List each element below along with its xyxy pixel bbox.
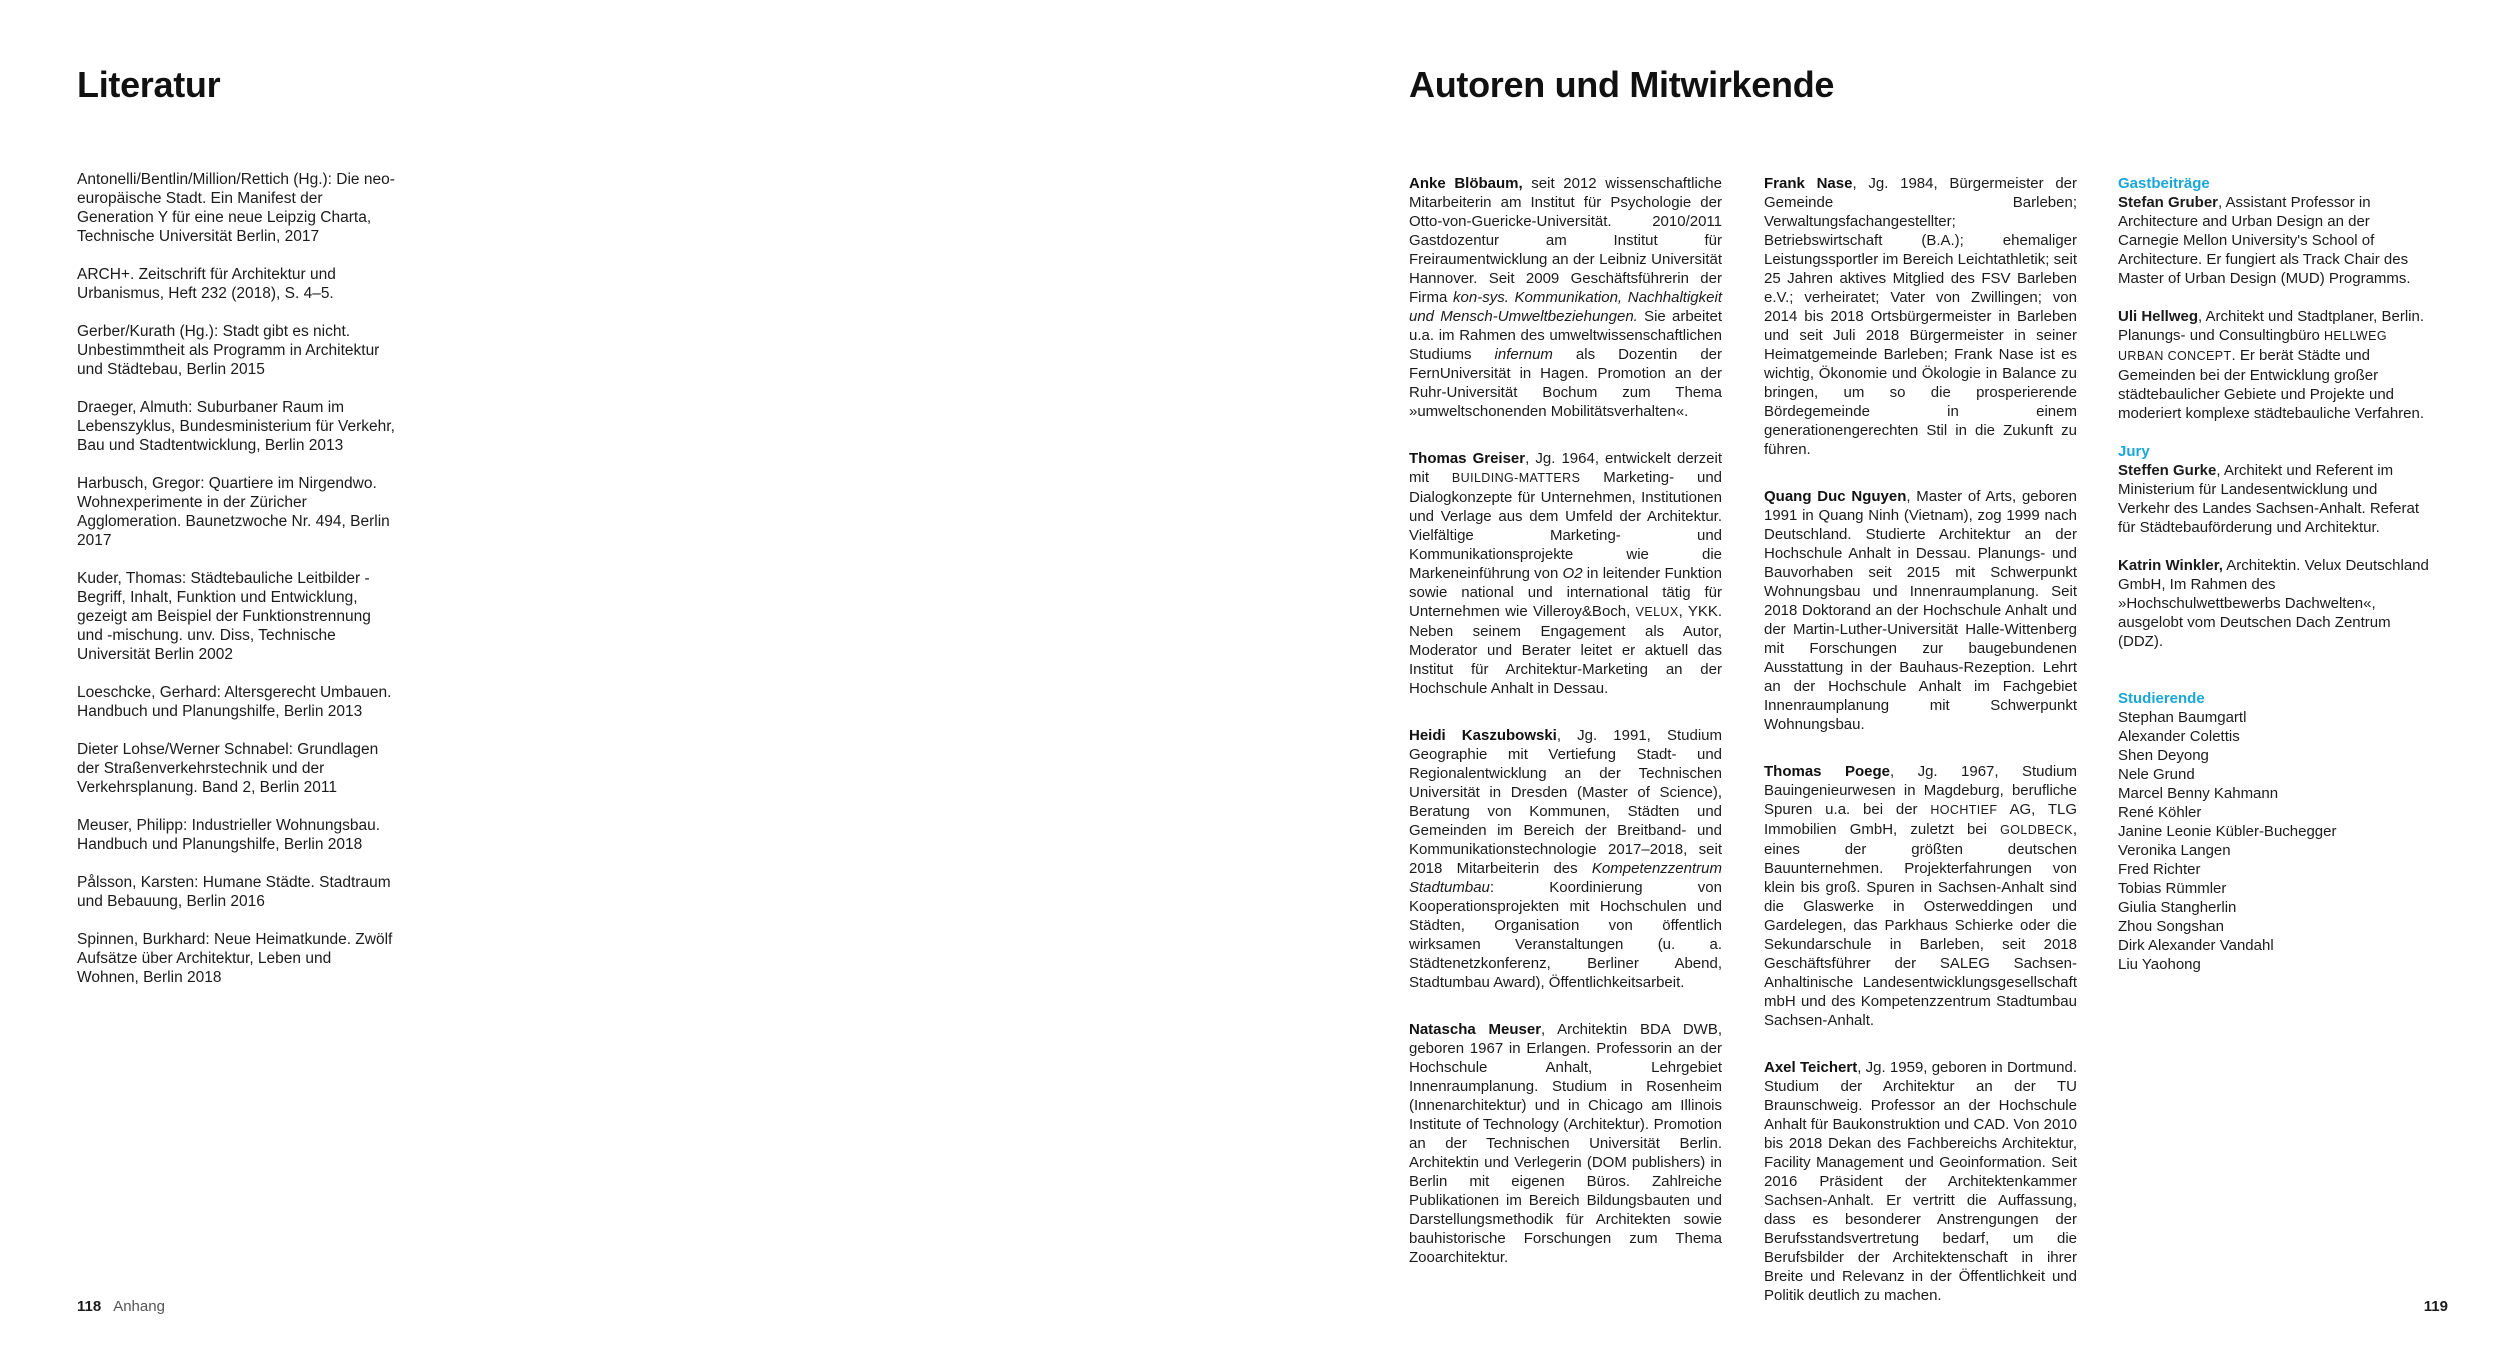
author-bio-kaszubowski: Heidi Kaszubowski, Jg. 1991, Studium Geographie mit Vertiefung Stadt- und Regionalentwicklung an der Technischen Universität in Dresden (Master of Science), Beratung von Kommunen, Städten und Gemeinden im Bereich der Breitband- und Kommunikationstechnologie 2017–2018, seit 2018 Mitarbeiterin des Kompetenzzentrum Stadtumbau: Koordinierung von Kooperationsprojekten mit Hochschulen und Städten, Organisation von öffentlich wirksamen Veranstaltungen (u. a. Städtenetzkonferenz, Berliner Abend, Stadtumbau Award), Öffentlichkeitsarbeit.	[1409, 727, 1722, 991]
authors-column-1	[1409, 174, 1722, 1295]
student-name: Veronika Langen	[2118, 842, 2231, 859]
literature-entry: Gerber/Kurath (Hg.): Stadt gibt es nicht. Unbestimmtheit als Programm in Architektur und Städtebau, Berlin 2015	[77, 323, 380, 378]
jury-bio-gurke: Steffen Gurke, Architekt und Referent im Ministerium für Landesentwicklung und Verkehr des Landes Sachsen-Anhalt. Referat für Städtebauförderung und Architektur.	[2118, 462, 2420, 536]
author-bio-meuser: Natascha Meuser, Architektin BDA DWB, geboren 1967 in Erlangen. Professorin an der Hochschule Anhalt, Lehrgebiet Innenraumplanung. Studium in Rosenheim (Innenarchitektur) und in Chicago am Illinois Institute of Technology (Architektur). Promotion an der Technischen Universität Berlin. Architektin und Verlegerin (DOM publishers) in Berlin mit eigenen Büros. Zahlreiche Publikationen im Bereich Bildungsbauten und Darstellungsmethodik für Architekten sowie bauhistorische Forschungen zum Thema Zooarchitektur.	[1409, 1021, 1722, 1266]
page-number: 119	[2423, 1298, 2448, 1315]
jury-bio-winkler: Katrin Winkler, Architektin. Velux Deutschland GmbH, Im Rahmen des »Hochschulwettbewerbs Dachwelten«, ausgelobt vom Deutschen Dach Zentrum (DDZ).	[2118, 557, 2429, 650]
section-heading-jury: Jury	[2118, 443, 2150, 460]
student-name: Liu Yaohong	[2118, 956, 2201, 973]
literature-list	[77, 170, 397, 1006]
section-label: Anhang	[113, 1298, 165, 1315]
literature-entry: Antonelli/Bentlin/Million/Rettich (Hg.): Die neo-europäische Stadt. Ein Manifest der Generation Y für eine neue Leipzig Charta, Technische Universität Berlin, 2017	[77, 171, 395, 245]
literature-entry: Pålsson, Karsten: Humane Städte. Stadtraum und Bebauung, Berlin 2016	[77, 874, 391, 910]
literature-entry: Harbusch, Gregor: Quartiere im Nirgendwo. Wohnexperimente in der Züricher Agglomeration. Baunetzwoche Nr. 494, Berlin 2017	[77, 475, 390, 549]
author-bio-bloebaum: Anke Blöbaum, seit 2012 wissenschaftliche Mitarbeiterin am Institut für Psychologie der Otto-von-Guericke-Universität. 2010/2011 Gastdozentur am Institut für Freiraumentwicklung an der Leibniz Universität Hannover. Seit 2009 Geschäftsführerin der Firma kon-sys. Kommunikation, Nachhaltigkeit und Mensch-Umweltbeziehungen. Sie arbeitet u.a. im Rahmen des umweltwissenschaftlichen Studiums infernum als Dozentin der FernUniversität in Hagen. Promotion an der Ruhr-Universität Bochum zum Thema »umweltschonenden Mobilitätsverhalten«.	[1409, 175, 1723, 420]
student-name: Marcel Benny Kahmann	[2118, 785, 2279, 802]
student-name: Stephan Baumgartl	[2118, 709, 2247, 726]
authors-column-2	[1764, 174, 2077, 1333]
student-name: René Köhler	[2118, 804, 2202, 821]
contributor-bio-hellweg: Uli Hellweg, Architekt und Stadtplaner, Berlin. Planungs- und Consultingbüro HELLWEG URBAN CONCEPT. Er berät Städte und Gemeinden bei der Entwicklung großer städtebaulicher Gebiete und Projekte und moderiert komplexe städtebauliche Verfahren.	[2118, 308, 2425, 422]
student-name: Tobias Rümmler	[2118, 880, 2227, 897]
student-name: Alexander Colettis	[2118, 728, 2240, 745]
student-name: Shen Deyong	[2118, 747, 2209, 764]
author-bio-greiser: Thomas Greiser, Jg. 1964, entwickelt derzeit mit BUILDING-MATTERS Marketing- und Dialogkonzepte für Unternehmen, Institutionen und Verlage aus dem Umfeld der Architektur. Vielfältige Marketing- und Kommunikationsprojekte wie die Markeneinführung von O2 in leitender Funktion sowie national und international tätig für Unternehmen wie Villeroy&Boch, VELUX, YKK. Neben seinem Engagement als Autor, Moderator und Berater leitet er aktuell das Institut für Architektur-Marketing an der Hochschule Anhalt in Dessau.	[1409, 450, 1723, 697]
contributors-column	[2118, 174, 2431, 974]
author-bio-nguyen: Quang Duc Nguyen, Master of Arts, geboren 1991 in Quang Ninh (Vietnam), zog 1999 nach Deutschland. Studierte Architektur an der Hochschule Anhalt in Dessau. Planungs- und Bauvorhaben seit 2015 mit Schwerpunkt Wohnungsbau und Innenraumplanung. Seit 2018 Doktorand an der Hochschule Anhalt und der Martin-Luther-Universität Halle-Wittenberg mit Forschungen zur baugebundenen Ausstattung in der Bauhaus-Rezeption. Lehrt an der Hochschule Anhalt im Fachgebiet Innenraumplanung mit Schwerpunkt Wohnungsbau.	[1764, 488, 2077, 733]
student-name: Janine Leonie Kübler-Buchegger	[2118, 823, 2337, 840]
section-heading-gastbeitraege: Gastbeiträge	[2118, 175, 2210, 192]
student-name: Nele Grund	[2118, 766, 2195, 783]
author-bio-poege: Thomas Poege, Jg. 1967, Studium Bauingenieurwesen in Magdeburg, berufliche Spuren u.a. bei der HOCHTIEF AG, TLG Immobilien GmbH, zuletzt bei GOLDBECK, eines der größten deutschen Bauunternehmen. Projekterfahrungen von klein bis groß. Spuren in Sachsen-Anhalt sind die Glaswerke in Osterweddingen und Gardelegen, das Parkhaus Schierke oder die Sekundarschule in Barleben, seit 2018 Geschäftsführer der SALEG Sachsen-Anhaltinische Landesentwicklungsgesellschaft mbH und des Kompetenzzentrum Stadtumbau Sachsen-Anhalt.	[1764, 763, 2077, 1029]
literature-entry: Meuser, Philipp: Industrieller Wohnungsbau. Handbuch und Planungshilfe, Berlin 2018	[77, 817, 380, 853]
page-title-literatur: Literatur	[77, 64, 221, 105]
section-heading-studierende: Studierende	[2118, 690, 2205, 707]
page-title-autoren: Autoren und Mitwirkende	[1409, 64, 1835, 105]
footer-right	[2424, 1298, 2448, 1315]
page-number: 118	[77, 1298, 102, 1315]
literature-entry: Kuder, Thomas: Städtebauliche Leitbilder - Begriff, Inhalt, Funktion und Entwicklung, gezeigt am Beispiel der Funktionstrennung und -mischung. unv. Diss, Technische Universität Berlin 2002	[77, 570, 371, 663]
student-name: Fred Richter	[2118, 861, 2201, 878]
footer-left	[77, 1298, 165, 1315]
literature-entry: ARCH+. Zeitschrift für Architektur und Urbanismus, Heft 232 (2018), S. 4–5.	[77, 266, 336, 302]
student-name: Giulia Stangherlin	[2118, 899, 2237, 916]
student-name: Zhou Songshan	[2118, 918, 2224, 935]
literature-entry: Loeschcke, Gerhard: Altersgerecht Umbauen. Handbuch und Planungshilfe, Berlin 2013	[77, 684, 392, 720]
literature-entry: Draeger, Almuth: Suburbaner Raum im Lebenszyklus, Bundesministerium für Verkehr, Bau und Stadtentwicklung, Berlin 2013	[77, 399, 395, 454]
author-bio-teichert: Axel Teichert, Jg. 1959, geboren in Dortmund. Studium der Architektur an der TU Braunschweig. Professor an der Hochschule Anhalt für Baukonstruktion und CAD. Von 2010 bis 2018 Dekan des Fachbereichs Architektur, Facility Management und Geoinformation. Seit 2016 Präsident der Architektenkammer Sachsen-Anhalt. Er vertritt die Auffassung, dass es besonderer Anstrengungen der Berufsstandsvertretung bedarf, um die Berufsbilder der Architektenschaft in ihrer Breite und Relevanz in der Öffentlichkeit und Politik deutlich zu machen.	[1764, 1059, 2077, 1304]
author-bio-nase: Frank Nase, Jg. 1984, Bürgermeister der Gemeinde Barleben; Verwaltungsfachangestellter; Betriebswirtschaft (B.A.); ehemaliger Leistungssportler im Bereich Leichtathletik; seit 25 Jahren aktives Mitglied des FSV Barleben e.V.; verheiratet; Vater von Zwillingen; von 2014 bis 2018 Ortsbürgermeister in Barleben und seit Juli 2018 Bürgermeister in seiner Heimatgemeinde Barleben; Frank Nase ist es wichtig, Ökonomie und Ökologie in Balance zu bringen, um so die prosperierende Bördegemeinde in einem generationengerechten Stil in die Zukunft zu führen.	[1764, 175, 2078, 458]
literature-entry: Spinnen, Burkhard: Neue Heimatkunde. Zwölf Aufsätze über Architektur, Leben und Wohnen, Berlin 2018	[77, 931, 393, 986]
student-name: Dirk Alexander Vandahl	[2118, 937, 2274, 954]
literature-entry: Dieter Lohse/Werner Schnabel: Grundlagen der Straßenverkehrstechnik und der Verkehrsplanung. Band 2, Berlin 2011	[77, 741, 379, 796]
contributor-bio-gruber: Stefan Gruber, Assistant Professor in Architecture and Urban Design an der Carnegie Mellon University's School of Architecture. Er fungiert als Track Chair des Master of Urban Design (MUD) Programms.	[2118, 194, 2411, 287]
